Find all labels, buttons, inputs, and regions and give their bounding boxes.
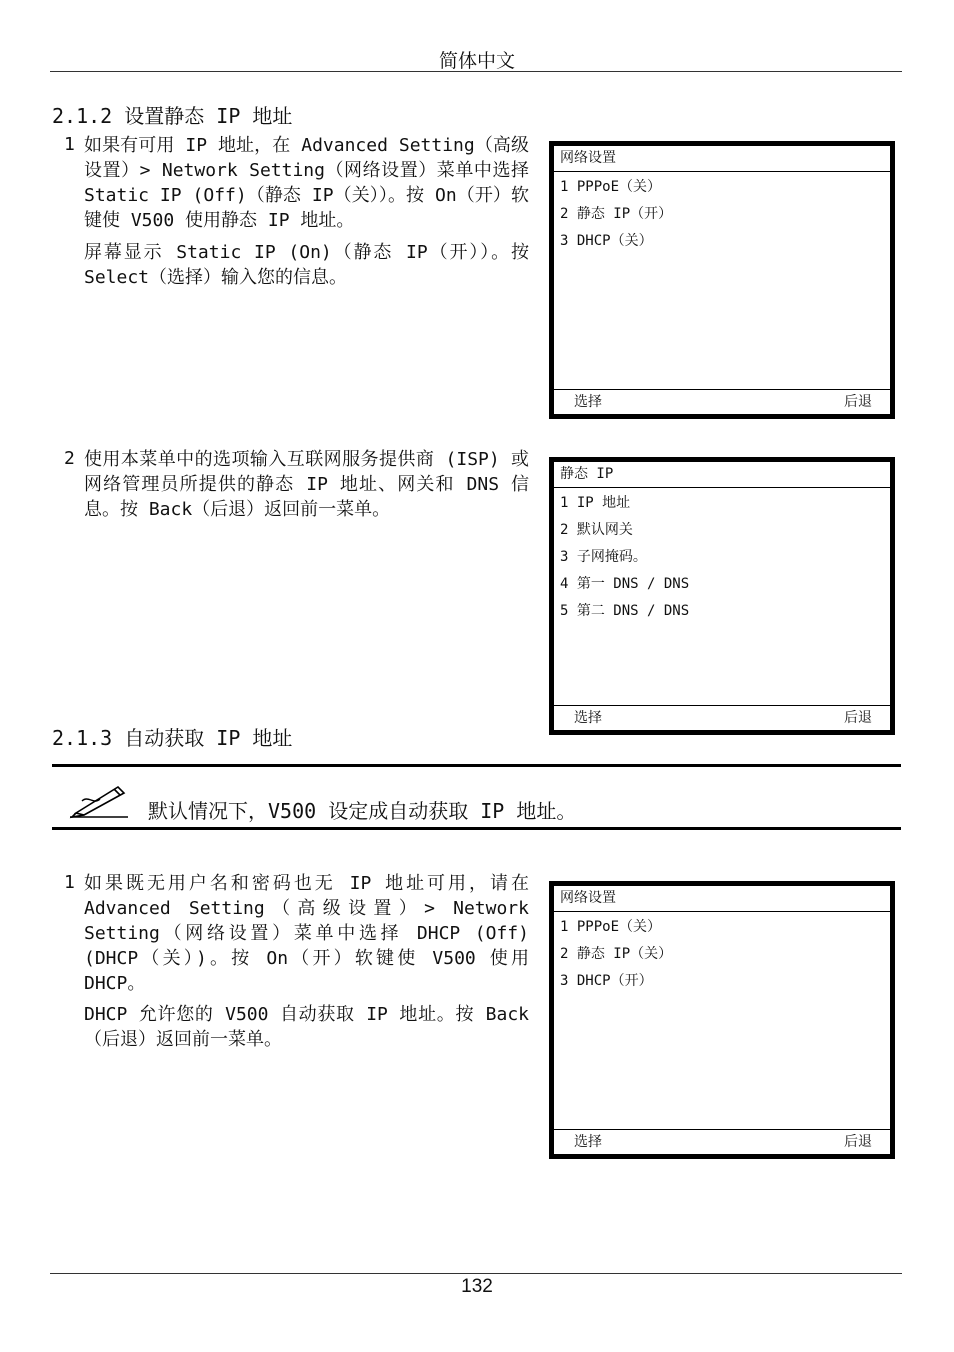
step-paragraph: DHCP 允许您的 V500 自动获取 IP 地址。按 Back（后退）返回前一菜单。	[84, 1004, 529, 1050]
header-rule	[50, 71, 902, 72]
page-number: 132	[461, 1276, 493, 1297]
screen-title: 网络设置	[554, 886, 890, 912]
note-top-rule	[52, 764, 901, 767]
menu-item-default-gateway[interactable]: 2 默认网关	[560, 522, 633, 538]
step-paragraph: 屏幕显示 Static IP (On)（静态 IP（开））。按 Select（选择）输入您的信息。	[84, 242, 529, 288]
menu-item-dhcp[interactable]: 3 DHCP（关）	[560, 233, 653, 249]
softkey-select[interactable]: 选择	[574, 1134, 602, 1150]
step-paragraph: 如果既无用户名和密码也无 IP 地址可用，请在 Advanced Setting（高级设置）> Network Setting（网络设置）菜单中选择 DHCP (Off)(DHCP（关）)。按 On（开）软键使 V500 使用 DHCP。	[84, 873, 529, 994]
step-number: 2	[64, 448, 75, 469]
note-text: 默认情况下，V500 设定成自动获取 IP 地址。	[148, 799, 577, 823]
softkey-select[interactable]: 选择	[574, 394, 602, 410]
screen-title: 静态 IP	[554, 462, 890, 488]
pencil-note-icon	[68, 779, 130, 823]
softkey-bar	[554, 1129, 890, 1154]
softkey-bar	[554, 705, 890, 730]
step-number: 1	[64, 134, 75, 155]
softkey-back[interactable]: 后退	[844, 1134, 872, 1150]
phone-screen-static-ip	[549, 457, 895, 735]
softkey-back[interactable]: 后退	[844, 394, 872, 410]
menu-item-pppoe[interactable]: 1 PPPoE（关）	[560, 179, 662, 195]
phone-screen-network-setting	[549, 141, 895, 419]
menu-item-dns2[interactable]: 5 第二 DNS / DNS	[560, 603, 690, 619]
softkey-select[interactable]: 选择	[574, 710, 602, 726]
step-paragraph: 使用本菜单中的选项输入互联网服务提供商 (ISP) 或网络管理员所提供的静态 IP 地址、网关和 DNS 信息。按 Back（后退）返回前一菜单。	[84, 449, 529, 520]
footer-rule	[50, 1273, 902, 1274]
softkey-back[interactable]: 后退	[844, 710, 872, 726]
menu-item-static-ip[interactable]: 2 静态 IP（关）	[560, 946, 673, 962]
step-paragraph: 如果有可用 IP 地址，在 Advanced Setting（高级设置）> Network Setting（网络设置）菜单中选择 Static IP (Off)（静态 IP（关））。按 On（开）软键使 V500 使用静态 IP 地址。	[84, 135, 529, 231]
page-header-title: 简体中文	[438, 50, 515, 72]
note-bottom-rule	[52, 827, 901, 830]
screen-title: 网络设置	[554, 146, 890, 172]
section-heading-212: 2.1.2 设置静态 IP 地址	[52, 104, 293, 128]
phone-screen-network-setting-dhcp	[549, 881, 895, 1159]
menu-item-static-ip[interactable]: 2 静态 IP（开）	[560, 206, 673, 222]
step-number: 1	[64, 872, 75, 893]
menu-item-ip-address[interactable]: 1 IP 地址	[560, 495, 631, 511]
section-heading-213: 2.1.3 自动获取 IP 地址	[52, 726, 293, 750]
menu-item-pppoe[interactable]: 1 PPPoE（关）	[560, 919, 662, 935]
softkey-bar	[554, 389, 890, 414]
menu-item-dns1[interactable]: 4 第一 DNS / DNS	[560, 576, 690, 592]
menu-item-subnet-mask[interactable]: 3 子网掩码。	[560, 549, 647, 565]
menu-item-dhcp[interactable]: 3 DHCP（开）	[560, 973, 653, 989]
